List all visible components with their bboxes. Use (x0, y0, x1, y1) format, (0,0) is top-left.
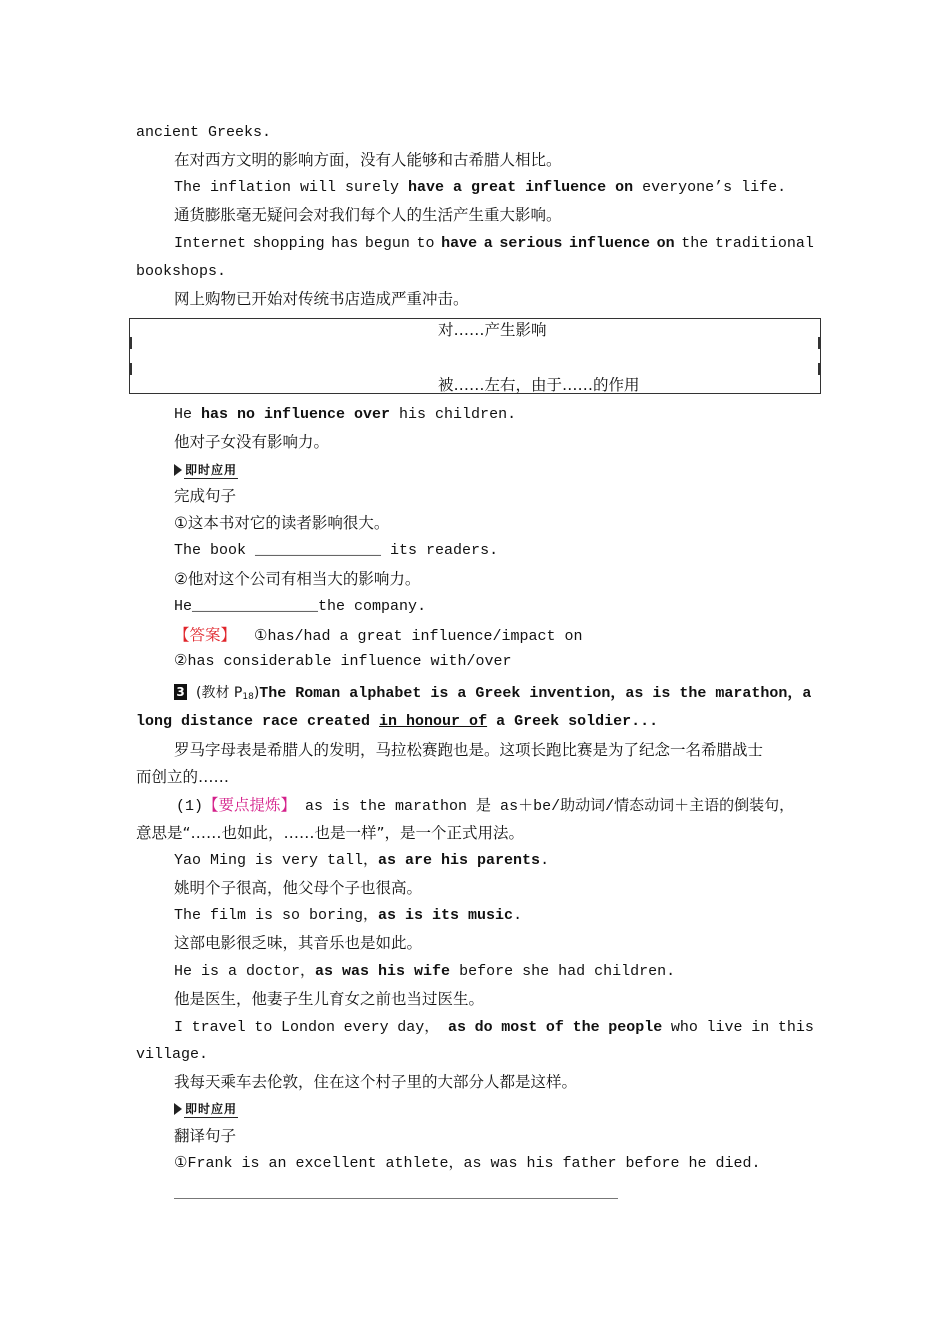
text-line: ancient Greeks. (136, 124, 272, 141)
box-mark (818, 337, 820, 349)
exercise-sentence: The book ______________ its readers. (174, 542, 499, 559)
text-line: bookshops. (136, 263, 227, 280)
text-line: village. (136, 1046, 209, 1063)
chinese-translation: 他是医生，他妻子生儿育女之前也当过医生。 (174, 990, 485, 1008)
chinese-translation: 通货膨胀毫无疑问会对我们每个人的生活产生重大影响。 (174, 206, 562, 224)
answer-line-blank[interactable] (174, 1198, 618, 1199)
point-line: (1)【要点提炼】 as is the marathon 是 as＋be/助动词/情态动词＋主语的倒装句， (176, 796, 795, 815)
key-phrase: have a great influence on (408, 179, 634, 196)
chinese-translation: 姚明个子很高，他父母个子也很高。 (174, 879, 423, 897)
example-sentence: I travel to London every day， as do most of the people who live in this (174, 1019, 814, 1036)
point-line: 意思是“……也如此，……也是一样”，是一个正式用法。 (136, 824, 525, 842)
example-sentence: He is a doctor，as was his wife before she had children. (174, 963, 676, 980)
point-label: 【要点提炼】 (203, 796, 297, 814)
practice-tag: 即时应用 (174, 461, 238, 479)
chinese-translation: 罗马字母表是希腊人的发明，马拉松赛跑也是。这项长跑比赛是为了纪念一名希腊战士 (174, 741, 764, 759)
chinese-translation: 他对子女没有影响力。 (174, 433, 330, 451)
key-phrase: has no influence over (201, 406, 391, 423)
exercise-item: ①这本书对它的读者影响很大。 (174, 514, 390, 532)
exercise-heading: 翻译句子 (174, 1127, 237, 1145)
chinese-translation: 而创立的…… (136, 768, 230, 786)
example-sentence: The film is so boring，as is its music. (174, 907, 523, 924)
box-mark (130, 337, 132, 349)
practice-tag: 即时应用 (174, 1100, 238, 1118)
exercise-sentence: He______________the company. (174, 598, 427, 615)
key-phrase: in honour of (379, 713, 488, 730)
example-sentence: Internet shopping has begun to have a serious influence on the traditional (174, 235, 814, 252)
chinese-translation: 在对西方文明的影响方面，没有人能够和古希腊人相比。 (174, 151, 562, 169)
example-sentence: He has no influence over his children. (174, 406, 517, 423)
play-triangle-icon (174, 464, 182, 476)
exercise-heading: 完成句子 (174, 487, 237, 505)
exercise-item: ②他对这个公司有相当大的影响力。 (174, 570, 421, 588)
key-sentence (174, 683, 814, 707)
example-sentence: The inflation will surely have a great influence on everyone’s life. (174, 179, 787, 196)
chinese-translation: 这部电影很乏味，其音乐也是如此。 (174, 934, 423, 952)
answer-line: 【答案】 ①has/had a great influence/impact on (174, 626, 583, 645)
box-phrase-meaning: 对……产生影响 (438, 321, 547, 339)
answer-line: ②has considerable influence with/over (174, 653, 512, 670)
example-sentence: Yao Ming is very tall，as are his parents. (174, 852, 550, 869)
box-phrase-meaning: 被……左右，由于……的作用 (438, 376, 640, 394)
textbook-source: (教材 $P_{18}$) (196, 685, 260, 702)
answer-label: 【答案】 (174, 626, 237, 644)
answer-blank[interactable]: ______________ (192, 598, 319, 615)
exercise-item: ①Frank is an excellent athlete，as was his father before he died. (174, 1155, 761, 1172)
play-triangle-icon (174, 1103, 182, 1115)
chinese-translation: 网上购物已开始对传统书店造成严重冲击。 (174, 290, 469, 308)
answer-blank[interactable]: ______________ (255, 542, 382, 559)
box-mark (130, 363, 132, 375)
chinese-translation: 我每天乘车去伦敦，住在这个村子里的大部分人都是这样。 (174, 1073, 578, 1091)
box-mark (818, 363, 820, 375)
item-number-badge: 3 (174, 684, 187, 700)
key-sentence-head: 3 (教材 $P_{18})The$ Roman alphabet is a Greek invention，as is the marathon，a (174, 683, 811, 707)
key-sentence: long distance race created in honour of a Greek soldier... (136, 713, 659, 730)
